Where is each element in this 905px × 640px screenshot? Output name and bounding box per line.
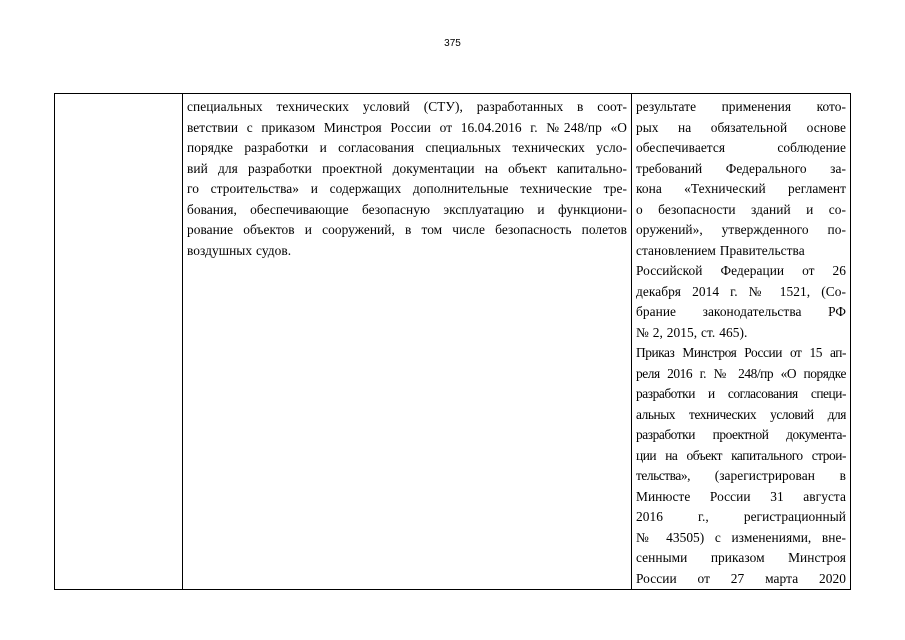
text-line: России от 27 марта 2020 <box>636 570 846 586</box>
text-line: обеспечивается соблюдение <box>636 140 846 155</box>
text-line: становлением Правительства <box>636 242 805 258</box>
text-line: требований Федерального за- <box>636 160 846 176</box>
text-line: ции на объект капитального строи- <box>636 447 846 463</box>
text-line: альных технических условий для <box>636 406 846 422</box>
text-line: рых на обязательной основе <box>636 119 846 135</box>
text-line: № 2, 2015, ст. 465). <box>636 324 748 340</box>
text-line: разработки проектной документа- <box>636 427 846 442</box>
text-line <box>636 466 846 487</box>
table-row <box>55 94 851 590</box>
text-line: ветствии с приказом Минстроя России от 16.04.2016 г. №248/пр «О <box>187 119 627 135</box>
text-line: декабря 2014 г. № 1521, (Со- <box>636 283 846 299</box>
table-cell-empty <box>55 94 183 590</box>
text-line: о безопасности зданий и со- <box>636 201 846 217</box>
text-line: го строительства» и содержащих дополнительные технические тре- <box>187 181 627 196</box>
text-line: оружений», утвержденного по- <box>636 222 846 237</box>
text-line: результате применения кото- <box>636 99 846 114</box>
text-line: вий для разработки проектной документации на объект капитально- <box>187 160 627 176</box>
text-line: порядке разработки и согласования специальных технических усло- <box>187 140 627 155</box>
text-line: 2016 г., регистрационный <box>636 509 846 524</box>
table-cell-description <box>183 94 632 590</box>
document-table <box>54 93 851 590</box>
text-line: разработки и согласования специ- <box>636 386 846 401</box>
text-fragment: тельства», <box>636 468 691 483</box>
text-line: кона «Технический регламент <box>636 181 846 196</box>
page-number: 375 <box>444 38 461 49</box>
text-line: сенными приказом Минстроя <box>636 550 846 565</box>
text-line: Приказ Минстроя России от 15 ап- <box>636 345 846 360</box>
text-line: рование объектов и сооружений, в том числе безопасность полетов <box>187 222 627 237</box>
references-text <box>632 94 850 589</box>
description-text <box>183 94 631 261</box>
text-line: Российской Федерации от 26 <box>636 263 846 278</box>
text-line: воздушных судов. <box>187 242 292 258</box>
text-fragment: (зарегистрирован в <box>714 468 846 483</box>
text-line: Минюсте России 31 августа <box>636 488 846 504</box>
text-line: № 43505) с изменениями, вне- <box>636 529 846 545</box>
text-line: бования, обеспечивающие безопасную эксплуатацию и функциони- <box>187 201 627 217</box>
text-line: реля 2016 г. № 248/пр «О порядке <box>636 365 846 381</box>
table-cell-references <box>632 94 851 590</box>
text-line: брание законодательства РФ <box>636 304 846 319</box>
text-line: специальных технических условий (СТУ), разработанных в соот- <box>187 99 627 114</box>
